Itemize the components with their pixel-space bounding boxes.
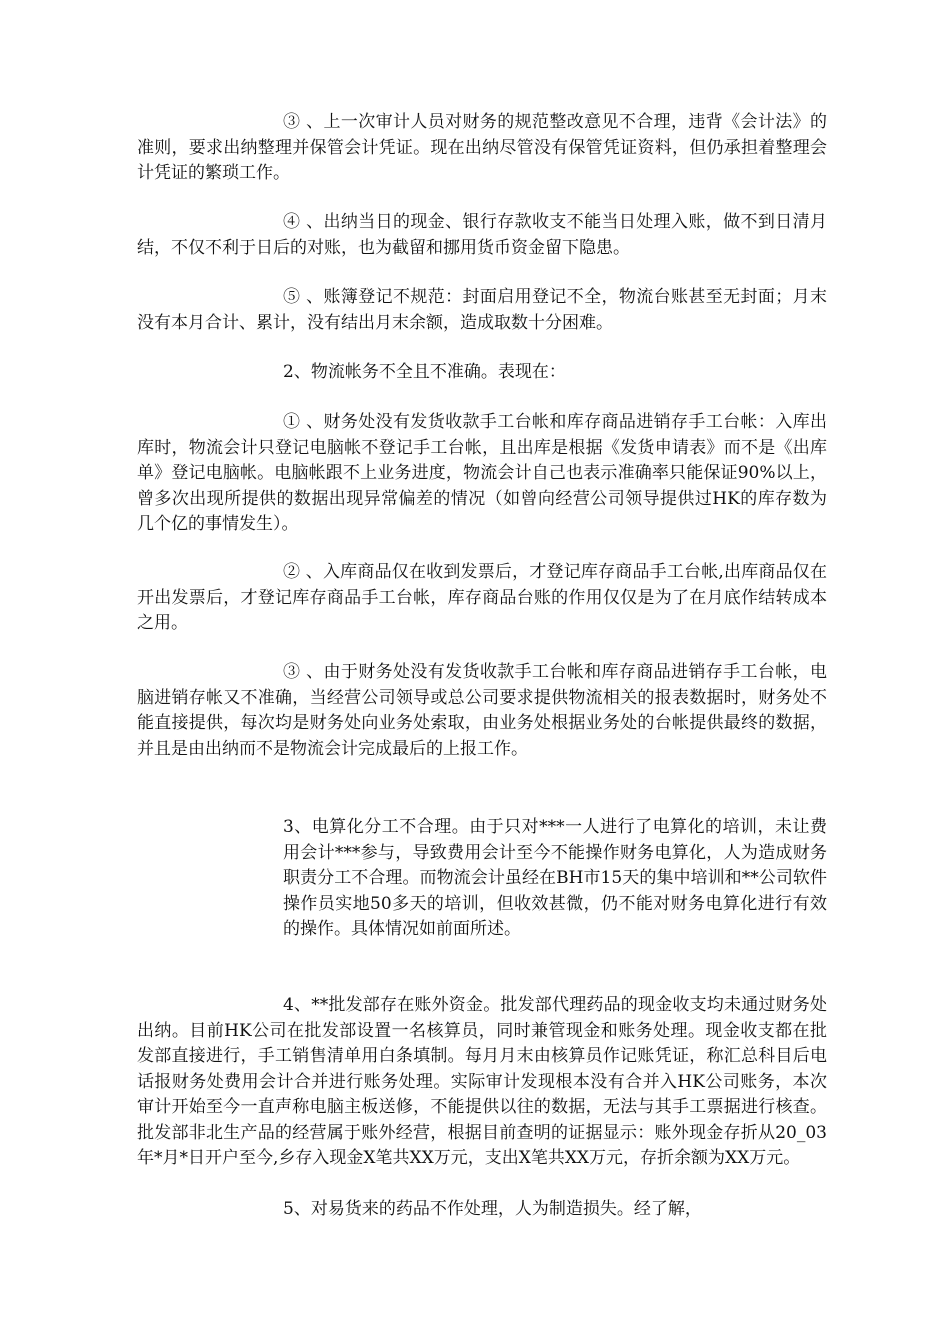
paragraph-section-5-barter-drugs: 5、对易货来的药品不作处理，人为制造损失。经了解，: [283, 1199, 702, 1219]
paragraph-section-2-logistics: 2、物流帐务不全且不准确。表现在：: [283, 362, 566, 382]
paragraph-item-4-cash-daily: ④ 、出纳当日的现金、银行存款收支不能当日处理入账，做不到日清月结，不仅不利于日后的对账，也为截留和挪用货币资金留下隐患。: [137, 212, 827, 258]
paragraph-item-3-audit-rectification: ③ 、上一次审计人员对财务的规范整改意见不合理，违背《会计法》的准则，要求出纳整理并保管会计凭证。现在出纳尽管没有保管凭证资料，但仍承担着整理会计凭证的繁琐工作。: [137, 112, 827, 183]
paragraph-item-5-ledger-registration: ⑤ 、账簿登记不规范：封面启用登记不全，物流台账甚至无封面；月末没有本月合计、累计，没有结出月末余额，造成取数十分困难。: [137, 287, 827, 333]
paragraph-section-3-computerization: 3、电算化分工不合理。由于只对***一人进行了电算化的培训，未让费用会计***参与，导致费用会计至今不能操作财务电算化，人为造成财务职责分工不合理。而物流会计虽经在BH市15天的集中培训和**公司软件操作员实地50多天的培训，但收效甚微，仍不能对财务电算化进行有效的操作。具体情况如前面所述。: [283, 817, 827, 939]
paragraph-item-1-manual-ledger: ① 、财务处没有发货收款手工台帐和库存商品进销存手工台帐：入库出库时，物流会计只登记电脑帐不登记手工台帐，且出库是根据《发货申请表》而不是《出库单》登记电脑帐。电脑帐跟不上业务进度，物流会计自己也表示准确率只能保证90%以上，曾多次出现所提供的数据出现异常偏差的情况（如曾向经营公司领导提供过HK的库存数为几个亿的事情发生）。: [137, 412, 827, 534]
paragraph-section-4-off-book-funds: 4、**批发部存在账外资金。批发部代理药品的现金收支均未通过财务处出纳。目前HK公司在批发部设置一名核算员，同时兼管现金和账务处理。现金收支都在批发部直接进行，手工销售清单用白条填制。每月月末由核算员作记账凭证，称汇总科目后电话报财务处费用会计合并进行账务处理。实际审计发现根本没有合并入HK公司账务，本次审计开始至今一直声称电脑主板送修，不能提供以往的数据，无法与其手工票据进行核查。批发部非北生产品的经营属于账外经营，根据目前查明的证据显示：账外现金存折从20_03年*月*日开户至今,乡存入现金X笔共XX万元，支出X笔共XX万元，存折余额为XX万元。: [137, 995, 827, 1168]
paragraph-item-3-report-data: ③ 、由于财务处没有发货收款手工台帐和库存商品进销存手工台帐，电脑进销存帐又不准确，当经营公司领导或总公司要求提供物流相关的报表数据时，财务处不能直接提供，每次均是财务处向业务处索取，由业务处根据业务处的台帐提供最终的数据，并且是由出纳而不是物流会计完成最后的上报工作。: [137, 662, 827, 759]
paragraph-item-2-inventory-ledger: ② 、入库商品仅在收到发票后，才登记库存商品手工台帐,出库商品仅在开出发票后，才登记库存商品手工台帐，库存商品台账的作用仅仅是为了在月底作结转成本之用。: [137, 562, 827, 633]
